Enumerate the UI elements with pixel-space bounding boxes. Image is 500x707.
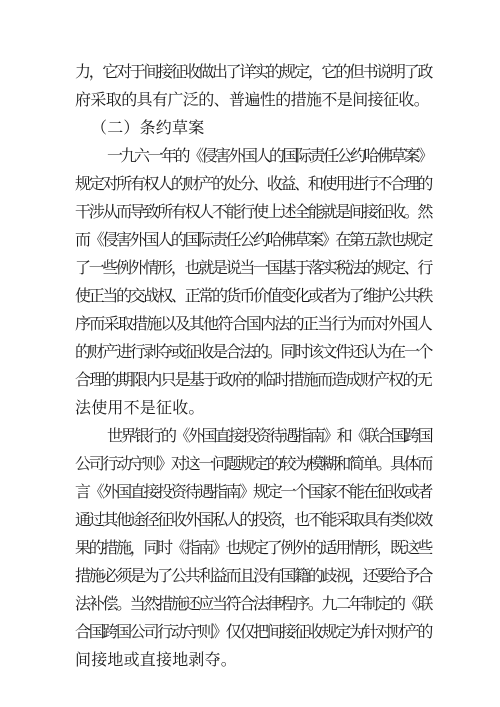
text-line: 序而采取措施以及其他符合国内法的正当行为而对外国人	[75, 314, 431, 333]
text-line: 干涉从而导致所有权人不能行使上述全能就是间接征收。然	[75, 202, 431, 221]
text-line: 通过其他途径征收外国私人的投资，也不能采取具有类似效	[75, 510, 431, 529]
text-line: 一九六一年的《侵害外国人的国际责任公约哈佛草案》	[107, 146, 431, 165]
text-line: 的财产进行剥夺或征收是合法的。同时该文件还认为在一个	[75, 342, 431, 361]
text-line: 合理的期限内只是基于政府的临时措施而造成财产权的无	[75, 370, 431, 389]
text-line: 世界银行的《外国直接投资待遇指南》和《联合国跨国	[107, 426, 431, 445]
section-heading: （二）条约草案	[91, 118, 205, 137]
text-line: 使正当的交战权、正常的货币价值变化或者为了维护公共秩	[75, 286, 431, 305]
text-line: 规定对所有权人的财产的处分、收益、和使用进行不合理的	[75, 174, 431, 193]
text-line: 措施必须是为了公共利益而且没有国籍的歧视，还要给予合	[75, 566, 431, 585]
text-line: 合国跨国公司行动守则》仅仅把间接征收规定为针对财产的	[75, 622, 431, 641]
text-line: 间接地或直接地剥夺。	[75, 650, 238, 669]
text-line: 果的措施，同时《指南》也规定了例外的适用情形，既这些	[75, 538, 431, 557]
document-page	[75, 58, 431, 674]
text-line: 法补偿。当然措施还应当符合法律程序。九二年制定的《联	[75, 594, 431, 613]
text-line: 公司行动守则》对这一问题规定的较为模糊和简单。具体而	[75, 454, 431, 473]
text-line: 言《外国直接投资待遇指南》规定一个国家不能在征收或者	[75, 482, 431, 501]
text-line: 府采取的具有广泛的、普遍性的措施不是间接征收。	[75, 90, 430, 109]
text-line: 力，它对于间接征收做出了详实的规定，它的但书说明了政	[75, 62, 431, 81]
text-line: 而《侵害外国人的国际责任公约哈佛草案》在第五款也规定	[75, 230, 431, 249]
text-line: 了一些例外情形，也就是说当一国基于落实税法的规定、行	[75, 258, 431, 277]
text-line: 法使用不是征收。	[75, 398, 205, 417]
